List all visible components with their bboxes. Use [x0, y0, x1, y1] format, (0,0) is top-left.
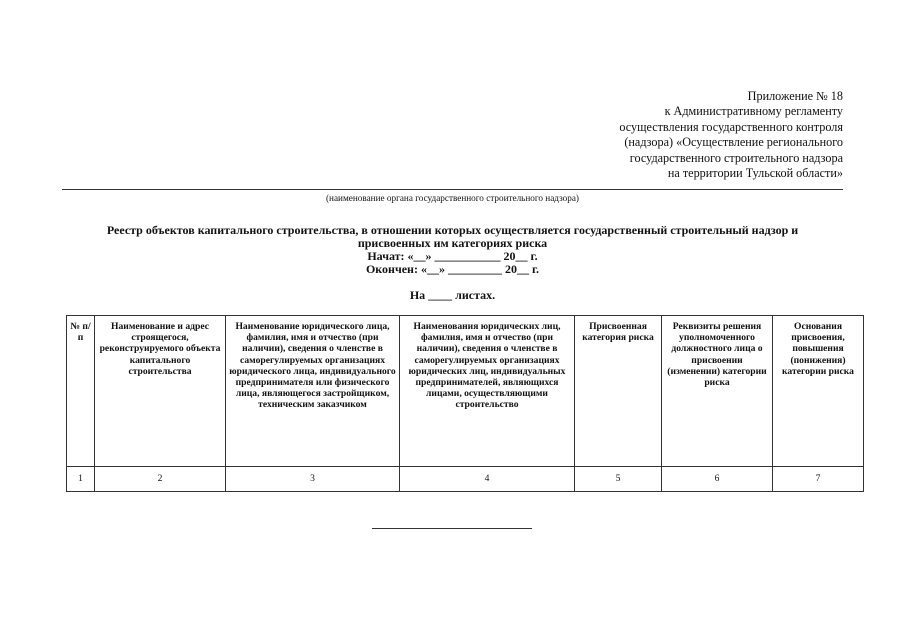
table-numbering-row — [67, 467, 864, 492]
date-finished: Окончен: «__» _________ 20__ г. — [365, 262, 540, 276]
header-builders: Наименования юридических лиц, фамилия, имя и отчество (при наличии), сведения о членстве в саморегулируемых организациях юридических лиц, индивидуальных предпринимателей, являющихся лицами, осуществляющими строительство — [400, 316, 575, 467]
title-line-2: присвоенных им категориях риска — [357, 236, 548, 250]
column-number-cell: 5 — [575, 467, 662, 492]
appendix-line: (надзора) «Осуществление регионального — [624, 135, 843, 150]
column-number-cell: 4 — [400, 467, 575, 492]
appendix-line: осуществления государственного контроля — [619, 119, 843, 134]
register-dates — [62, 250, 843, 276]
organization-caption: (наименование органа государственного строительного надзора) — [326, 193, 579, 203]
appendix-line: государственного строительного надзора — [629, 150, 843, 165]
header-number: № п/п — [67, 316, 95, 467]
title-line-1: Реестр объектов капитального строительства, в отношении которых осуществляется государственный строительный надзор и — [106, 223, 799, 237]
registry-table — [66, 315, 864, 492]
header-object: Наименование и адрес строящегося, реконструируемого объекта капитального строительства — [95, 316, 226, 467]
header-risk-category: Присвоенная категория риска — [575, 316, 662, 467]
date-started: Начат: «__» ___________ 20__ г. — [367, 249, 538, 263]
signature-line — [372, 528, 532, 529]
sheet-count: На ____ листах. — [409, 288, 496, 302]
column-number-cell: 6 — [662, 467, 773, 492]
document-title — [62, 224, 843, 250]
header-developer: Наименование юридического лица, фамилия, имя и отчество (при наличии), сведения о членстве в саморегулируемых организациях юридического лица, индивидуального предпринимателя или физического лица, являющегося застройщиком, техническим заказчиком — [226, 316, 400, 467]
header-decision-details: Реквизиты решения уполномоченного должностного лица о присвоении (изменении) категории риска — [662, 316, 773, 467]
header-grounds: Основания присвоения, повышения (понижения) категории риска — [773, 316, 864, 467]
appendix-line: на территории Тульской области» — [667, 166, 843, 181]
column-number-cell: 2 — [95, 467, 226, 492]
table-header-row — [67, 316, 864, 467]
column-number-cell: 3 — [226, 467, 400, 492]
column-number-cell: 7 — [773, 467, 864, 492]
column-number-cell: 1 — [67, 467, 95, 492]
appendix-block — [513, 89, 843, 181]
appendix-line: Приложение № 18 — [747, 89, 843, 103]
organization-name-line — [62, 189, 843, 190]
appendix-line: к Административному регламенту — [664, 104, 843, 119]
